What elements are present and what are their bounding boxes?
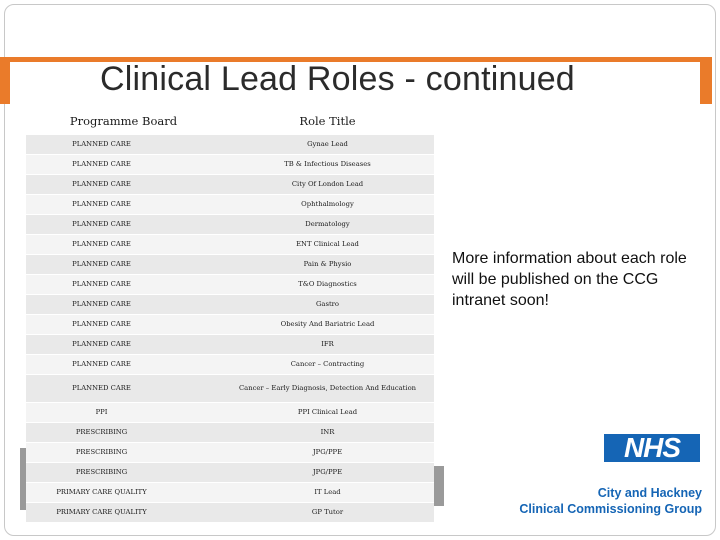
cell-role: IFR (221, 334, 434, 354)
table-row (26, 154, 434, 174)
table-row (26, 174, 434, 194)
cell-board: PLANNED CARE (26, 134, 221, 154)
table-row (26, 274, 434, 294)
cell-board: PLANNED CARE (26, 254, 221, 274)
cell-role: PPI Clinical Lead (221, 402, 434, 422)
cell-role: Obesity And Bariatric Lead (221, 314, 434, 334)
nhs-logo: NHS (604, 434, 700, 462)
cell-role: Dermatology (221, 214, 434, 234)
org-name-line1: City and Hackney (597, 486, 702, 500)
table-row (26, 234, 434, 254)
roles-table (26, 109, 434, 522)
table-row (26, 374, 434, 402)
cell-board: PRESCRIBING (26, 462, 221, 482)
table-row (26, 462, 434, 482)
org-name-line2: Clinical Commissioning Group (519, 502, 702, 516)
cell-board: PLANNED CARE (26, 334, 221, 354)
cell-board: PLANNED CARE (26, 274, 221, 294)
cell-board: PLANNED CARE (26, 354, 221, 374)
cell-board: PLANNED CARE (26, 234, 221, 254)
table-row (26, 334, 434, 354)
cell-role: T&O Diagnostics (221, 274, 434, 294)
header-programme-board: Programme Board (26, 109, 221, 134)
decor-bar-right (434, 466, 444, 506)
cell-board: PRIMARY CARE QUALITY (26, 482, 221, 502)
table-header-row (26, 109, 434, 134)
cell-board: PLANNED CARE (26, 174, 221, 194)
cell-role: ENT Clinical Lead (221, 234, 434, 254)
table-row (26, 254, 434, 274)
table-row (26, 314, 434, 334)
cell-role: JPG/PPE (221, 462, 434, 482)
table-row (26, 134, 434, 154)
cell-board: PPI (26, 402, 221, 422)
slide-title: Clinical Lead Roles - continued (100, 60, 575, 98)
cell-role: INR (221, 422, 434, 442)
cell-role: TB & Infectious Diseases (221, 154, 434, 174)
cell-role: Cancer – Early Diagnosis, Detection And Education (221, 374, 434, 402)
table-row (26, 194, 434, 214)
table-row (26, 402, 434, 422)
cell-role: Gynae Lead (221, 134, 434, 154)
cell-role: Pain & Physio (221, 254, 434, 274)
cell-board: PLANNED CARE (26, 154, 221, 174)
table-row (26, 214, 434, 234)
cell-role: Cancer – Contracting (221, 354, 434, 374)
cell-role: GP Tutor (221, 502, 434, 522)
cell-board: PLANNED CARE (26, 314, 221, 334)
cell-role: IT Lead (221, 482, 434, 502)
table-row (26, 482, 434, 502)
cell-board: PLANNED CARE (26, 214, 221, 234)
cell-board: PRESCRIBING (26, 442, 221, 462)
cell-board: PRESCRIBING (26, 422, 221, 442)
table-row (26, 354, 434, 374)
header-role-title: Role Title (221, 109, 434, 134)
cell-role: JPG/PPE (221, 442, 434, 462)
cell-board: PRIMARY CARE QUALITY (26, 502, 221, 522)
cell-role: Gastro (221, 294, 434, 314)
cell-board: PLANNED CARE (26, 374, 221, 402)
cell-board: PLANNED CARE (26, 294, 221, 314)
info-text: More information about each role will be published on the CCG intranet soon! (452, 250, 687, 309)
table-row (26, 502, 434, 522)
table-row (26, 422, 434, 442)
cell-board: PLANNED CARE (26, 194, 221, 214)
table-row (26, 442, 434, 462)
cell-role: City Of London Lead (221, 174, 434, 194)
cell-role: Ophthalmology (221, 194, 434, 214)
table-row (26, 294, 434, 314)
